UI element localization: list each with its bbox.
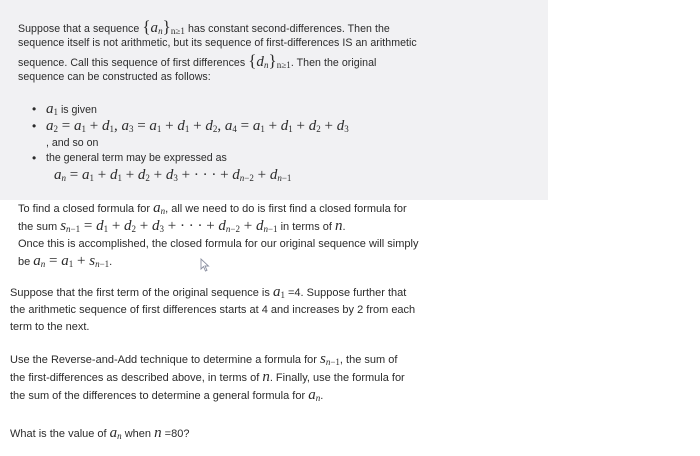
mouse-pointer-icon <box>200 258 210 272</box>
list-item-continuation: , and so on <box>46 137 99 149</box>
math-a1: $a_1$ <box>272 284 285 300</box>
sequence-a-notation: $\{a_n\}_{n\ge 1}$ <box>142 17 185 36</box>
list-item: • the general term may be expressed as <box>30 150 349 167</box>
closed-formula-paragraph: To find a closed formula for $a_n$, all we need to do is first find a closed formula for the sum $s_{n-1} = d_1 + d_2 + d_3$ + · · · + $d_{n-2} + d_{n-1}$ in terms of n. Once this is accomplished, the closed formula for our original sequence will simply be $a_n = a_1 + s_{n-1}$. <box>18 200 419 269</box>
math-s-n-minus-1: $s_{n-1}$ <box>320 351 340 367</box>
general-term-formula: $a_n = a_1 + d_1 + d_2 + d_3$ + · · · + $d_{n-2} + d_{n-1}$ <box>54 167 292 183</box>
intro-text: . Then the original <box>290 57 377 69</box>
sequence-d-notation: $\{d_n\}_{n\ge 1}$ <box>248 51 291 70</box>
list-item <box>30 118 349 135</box>
intro-paragraph <box>18 18 417 86</box>
intro-text: Suppose that a sequence <box>18 23 143 35</box>
list-item: • $a_1$ is given <box>30 101 349 118</box>
math-a1: $a_1$ <box>46 101 58 117</box>
given-values-paragraph: Suppose that the first term of the original sequence is $a_1 =4$. Suppose further that the arithmetic sequence of first differences starts at 4 and increases by 2 from each term to the next. <box>10 284 416 333</box>
math-an: $a_n$ <box>308 387 321 403</box>
intro-text: sequence can be constructed as follows: <box>18 71 211 83</box>
math-recursive-terms: $a_2 = a_1 + d_1$, $a_3 = a_1 + d_1 + d_2$, $a_4 = a_1 + d_1 + d_2 + d_3$ <box>46 118 349 134</box>
math-closed-form: $a_n = a_1 + s_{n-1}$ <box>33 253 110 269</box>
math-sum-definition: $s_{n-1} = d_1 + d_2 + d_3$ + · · · + $d_{n-2} + d_{n-1}$ <box>60 218 278 234</box>
construction-list <box>30 101 349 184</box>
intro-text: has constant second-differences. Then the <box>184 23 390 35</box>
intro-text: sequence. Call this sequence of first differences <box>18 57 249 69</box>
math-an: $a_n$ <box>153 200 166 216</box>
math-an: $a_n$ <box>109 425 122 441</box>
task-paragraph: Use the Reverse-and-Add technique to determine a formula for $s_{n-1}$, the sum of the first-differences as described above, in terms of n. Finally, use the formula for the sum of the differences to determine a general formula for $a_n$. <box>10 351 405 403</box>
question-text: What is the value of $a_n$ when n =80? <box>10 425 190 441</box>
intro-text: sequence itself is not arithmetic, but its sequence of first-differences IS an arithmetic <box>18 37 417 49</box>
